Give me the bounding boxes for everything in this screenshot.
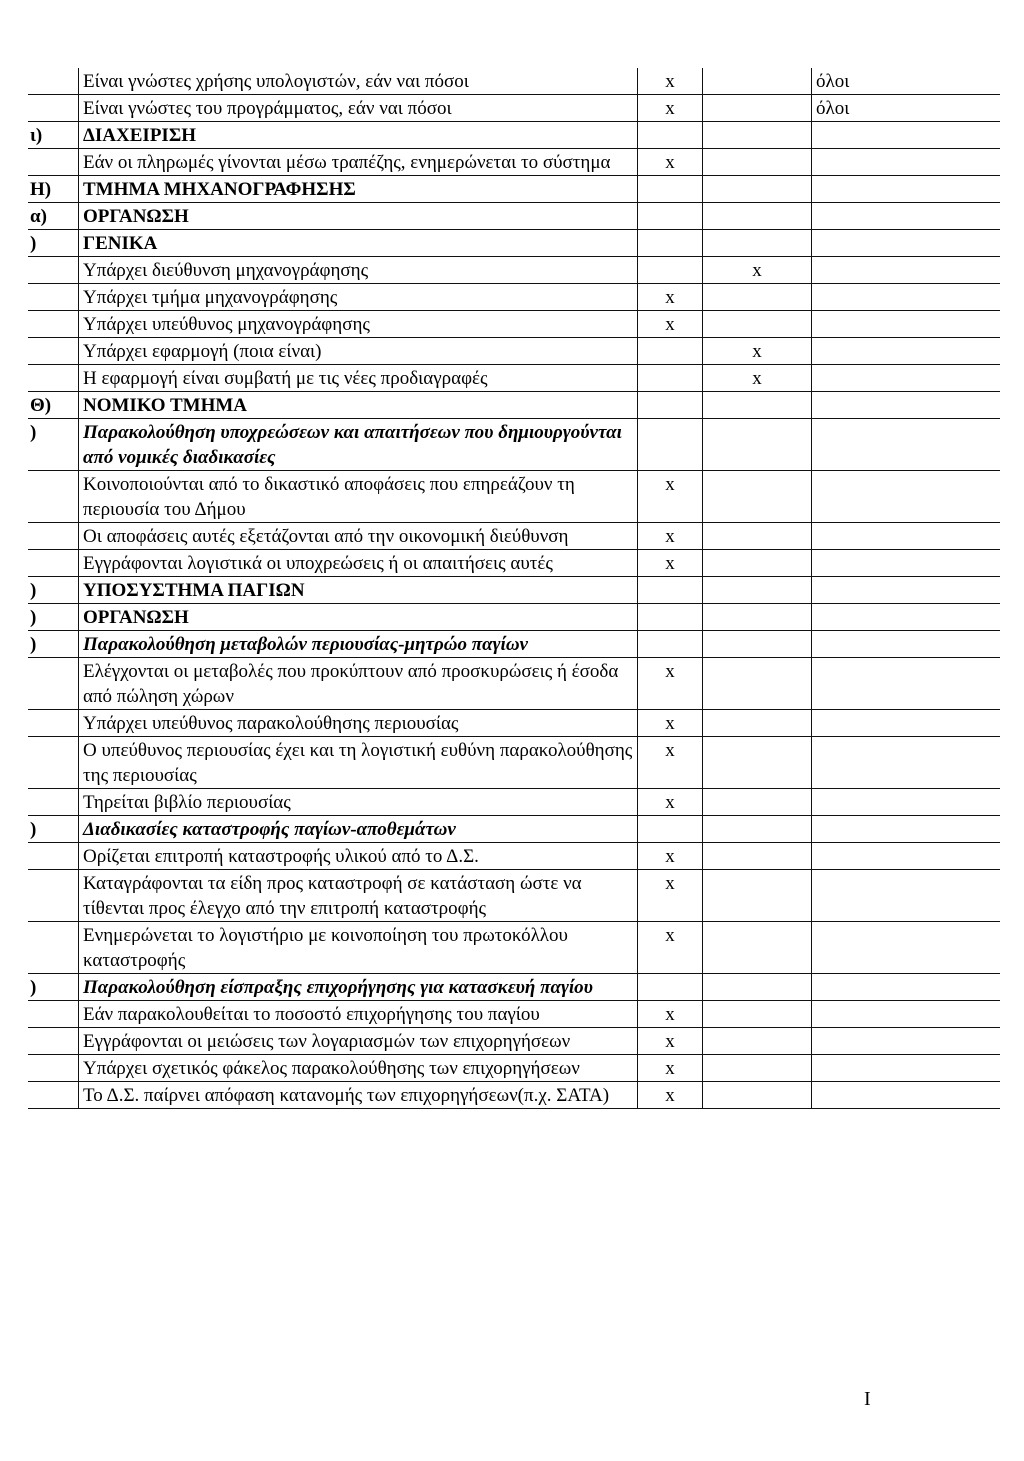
row-note bbox=[812, 122, 1001, 149]
no-mark bbox=[703, 176, 812, 203]
row-text: ΥΠΟΣΥΣΤΗΜΑ ΠΑΓΙΩΝ bbox=[79, 577, 638, 604]
row-note bbox=[812, 1082, 1001, 1109]
yes-mark: x bbox=[638, 95, 703, 122]
no-mark bbox=[703, 419, 812, 471]
no-mark bbox=[703, 870, 812, 922]
row-number bbox=[28, 922, 79, 974]
no-mark bbox=[703, 658, 812, 710]
row-note bbox=[812, 523, 1001, 550]
row-number bbox=[28, 68, 79, 95]
table-row bbox=[28, 338, 1000, 365]
table-row bbox=[28, 68, 1000, 95]
row-note bbox=[812, 471, 1001, 523]
no-mark bbox=[703, 1028, 812, 1055]
row-number: ) bbox=[28, 604, 79, 631]
yes-mark: x bbox=[638, 658, 703, 710]
yes-mark: x bbox=[638, 311, 703, 338]
row-text: ΟΡΓΑΝΩΣΗ bbox=[79, 604, 638, 631]
yes-mark: x bbox=[638, 870, 703, 922]
yes-mark: x bbox=[638, 550, 703, 577]
row-text: Υπάρχει εφαρμογή (ποια είναι) bbox=[79, 338, 638, 365]
row-number bbox=[28, 284, 79, 311]
row-number bbox=[28, 149, 79, 176]
row-number: α) bbox=[28, 203, 79, 230]
row-number: ) bbox=[28, 577, 79, 604]
no-mark bbox=[703, 203, 812, 230]
yes-mark: x bbox=[638, 1001, 703, 1028]
row-number bbox=[28, 1001, 79, 1028]
table-row bbox=[28, 257, 1000, 284]
row-text: Υπάρχει διεύθυνση μηχανογράφησης bbox=[79, 257, 638, 284]
row-number bbox=[28, 1028, 79, 1055]
no-mark bbox=[703, 843, 812, 870]
row-text: ΟΡΓΑΝΩΣΗ bbox=[79, 203, 638, 230]
no-mark bbox=[703, 392, 812, 419]
row-note bbox=[812, 710, 1001, 737]
row-text: Ο υπεύθυνος περιουσίας έχει και τη λογιστική ευθύνη παρακολούθησης της περιουσίας bbox=[79, 737, 638, 789]
row-number bbox=[28, 710, 79, 737]
row-number: ) bbox=[28, 230, 79, 257]
row-note bbox=[812, 257, 1001, 284]
yes-mark: x bbox=[638, 710, 703, 737]
no-mark bbox=[703, 95, 812, 122]
section-heading-row bbox=[28, 176, 1000, 203]
row-text: Εγγράφονται λογιστικά οι υποχρεώσεις ή οι απαιτήσεις αυτές bbox=[79, 550, 638, 577]
row-number bbox=[28, 658, 79, 710]
row-number bbox=[28, 523, 79, 550]
no-mark bbox=[703, 284, 812, 311]
table-row bbox=[28, 471, 1000, 523]
row-note bbox=[812, 419, 1001, 471]
checklist-table bbox=[28, 68, 1000, 1109]
section-heading-row bbox=[28, 203, 1000, 230]
row-note bbox=[812, 392, 1001, 419]
row-note bbox=[812, 1055, 1001, 1082]
row-number bbox=[28, 1082, 79, 1109]
table-row bbox=[28, 1001, 1000, 1028]
table-row bbox=[28, 1055, 1000, 1082]
no-mark bbox=[703, 922, 812, 974]
no-mark bbox=[703, 1001, 812, 1028]
row-text: Εάν οι πληρωμές γίνονται μέσω τραπέζης, ενημερώνεται το σύστημα bbox=[79, 149, 638, 176]
row-note bbox=[812, 338, 1001, 365]
row-note bbox=[812, 311, 1001, 338]
row-note bbox=[812, 658, 1001, 710]
yes-mark: x bbox=[638, 523, 703, 550]
row-note bbox=[812, 870, 1001, 922]
no-mark bbox=[703, 577, 812, 604]
row-note bbox=[812, 203, 1001, 230]
yes-mark bbox=[638, 392, 703, 419]
row-number bbox=[28, 95, 79, 122]
row-note bbox=[812, 365, 1001, 392]
row-note bbox=[812, 1028, 1001, 1055]
section-heading-row bbox=[28, 631, 1000, 658]
section-heading-row bbox=[28, 419, 1000, 471]
row-note bbox=[812, 230, 1001, 257]
row-number bbox=[28, 789, 79, 816]
table-row bbox=[28, 149, 1000, 176]
row-text: Παρακολούθηση υποχρεώσεων και απαιτήσεων που δημιουργούνται από νομικές διαδικασίες bbox=[79, 419, 638, 471]
no-mark bbox=[703, 523, 812, 550]
row-text: Εγγράφονται οι μειώσεις των λογαριασμών των επιχορηγήσεων bbox=[79, 1028, 638, 1055]
no-mark bbox=[703, 631, 812, 658]
yes-mark: x bbox=[638, 922, 703, 974]
table-row bbox=[28, 843, 1000, 870]
table-row bbox=[28, 95, 1000, 122]
row-number bbox=[28, 1055, 79, 1082]
section-heading-row bbox=[28, 230, 1000, 257]
table-row bbox=[28, 284, 1000, 311]
row-text: Διαδικασίες καταστροφής παγίων-αποθεμάτων bbox=[79, 816, 638, 843]
row-note: όλοι bbox=[812, 68, 1001, 95]
yes-mark bbox=[638, 604, 703, 631]
no-mark bbox=[703, 68, 812, 95]
row-text: Είναι γνώστες χρήσης υπολογιστών, εάν ναι πόσοι bbox=[79, 68, 638, 95]
table-row bbox=[28, 1028, 1000, 1055]
yes-mark: x bbox=[638, 1028, 703, 1055]
table-row bbox=[28, 311, 1000, 338]
row-number: Θ) bbox=[28, 392, 79, 419]
row-number bbox=[28, 311, 79, 338]
yes-mark: x bbox=[638, 149, 703, 176]
row-number: ) bbox=[28, 974, 79, 1001]
no-mark bbox=[703, 1055, 812, 1082]
page-footer-mark: I bbox=[864, 1388, 871, 1410]
row-text: Παρακολούθηση μεταβολών περιουσίας-μητρώο παγίων bbox=[79, 631, 638, 658]
no-mark bbox=[703, 471, 812, 523]
row-number bbox=[28, 870, 79, 922]
table-row bbox=[28, 922, 1000, 974]
yes-mark bbox=[638, 257, 703, 284]
row-text: ΝΟΜΙΚΟ ΤΜΗΜΑ bbox=[79, 392, 638, 419]
row-number: ι) bbox=[28, 122, 79, 149]
section-heading-row bbox=[28, 577, 1000, 604]
table-row bbox=[28, 550, 1000, 577]
row-text: Το Δ.Σ. παίρνει απόφαση κατανομής των επιχορηγήσεων(π.χ. ΣΑΤΑ) bbox=[79, 1082, 638, 1109]
yes-mark: x bbox=[638, 1055, 703, 1082]
yes-mark: x bbox=[638, 843, 703, 870]
row-note bbox=[812, 843, 1001, 870]
no-mark bbox=[703, 122, 812, 149]
yes-mark: x bbox=[638, 789, 703, 816]
row-text: Είναι γνώστες του προγράμματος, εάν ναι πόσοι bbox=[79, 95, 638, 122]
row-note bbox=[812, 974, 1001, 1001]
yes-mark bbox=[638, 816, 703, 843]
yes-mark bbox=[638, 365, 703, 392]
row-text: Καταγράφονται τα είδη προς καταστροφή σε κατάσταση ώστε να τίθενται προς έλεγχο από την επιτροπή καταστροφής bbox=[79, 870, 638, 922]
yes-mark: x bbox=[638, 471, 703, 523]
row-number: ) bbox=[28, 816, 79, 843]
yes-mark: x bbox=[638, 737, 703, 789]
yes-mark: x bbox=[638, 1082, 703, 1109]
row-text: Παρακολούθηση είσπραξης επιχορήγησης για κατασκευή παγίου bbox=[79, 974, 638, 1001]
no-mark bbox=[703, 230, 812, 257]
no-mark: x bbox=[703, 257, 812, 284]
section-heading-row bbox=[28, 974, 1000, 1001]
row-text: Τηρείται βιβλίο περιουσίας bbox=[79, 789, 638, 816]
table-row bbox=[28, 870, 1000, 922]
row-number: ) bbox=[28, 419, 79, 471]
row-text: Υπάρχει υπεύθυνος μηχανογράφησης bbox=[79, 311, 638, 338]
row-text: Εάν παρακολουθείται το ποσοστό επιχορήγησης του παγίου bbox=[79, 1001, 638, 1028]
row-note bbox=[812, 284, 1001, 311]
no-mark bbox=[703, 1082, 812, 1109]
no-mark bbox=[703, 710, 812, 737]
table-row bbox=[28, 789, 1000, 816]
no-mark bbox=[703, 816, 812, 843]
row-text: ΓΕΝΙΚΑ bbox=[79, 230, 638, 257]
table-row bbox=[28, 737, 1000, 789]
row-text: Οι αποφάσεις αυτές εξετάζονται από την οικονομική διεύθυνση bbox=[79, 523, 638, 550]
table-row bbox=[28, 710, 1000, 737]
row-number: ) bbox=[28, 631, 79, 658]
yes-mark bbox=[638, 577, 703, 604]
row-number bbox=[28, 365, 79, 392]
row-note bbox=[812, 577, 1001, 604]
row-number bbox=[28, 257, 79, 284]
row-text: Υπάρχει τμήμα μηχανογράφησης bbox=[79, 284, 638, 311]
row-note bbox=[812, 631, 1001, 658]
row-number bbox=[28, 338, 79, 365]
row-text: ΔΙΑΧΕΙΡΙΣΗ bbox=[79, 122, 638, 149]
yes-mark bbox=[638, 203, 703, 230]
row-number bbox=[28, 737, 79, 789]
no-mark: x bbox=[703, 365, 812, 392]
row-note bbox=[812, 922, 1001, 974]
section-heading-row bbox=[28, 392, 1000, 419]
no-mark bbox=[703, 974, 812, 1001]
section-heading-row bbox=[28, 122, 1000, 149]
section-heading-row bbox=[28, 604, 1000, 631]
yes-mark bbox=[638, 419, 703, 471]
row-text: ΤΜΗΜΑ ΜΗΧΑΝΟΓΡΑΦΗΣΗΣ bbox=[79, 176, 638, 203]
yes-mark bbox=[638, 230, 703, 257]
table-row bbox=[28, 523, 1000, 550]
row-note bbox=[812, 816, 1001, 843]
row-note bbox=[812, 1001, 1001, 1028]
table-row bbox=[28, 1082, 1000, 1109]
row-note bbox=[812, 604, 1001, 631]
row-text: Κοινοποιούνται από το δικαστικό αποφάσεις που επηρεάζουν τη περιουσία του Δήμου bbox=[79, 471, 638, 523]
row-number bbox=[28, 843, 79, 870]
no-mark bbox=[703, 311, 812, 338]
no-mark bbox=[703, 604, 812, 631]
yes-mark bbox=[638, 338, 703, 365]
table-row bbox=[28, 365, 1000, 392]
row-number bbox=[28, 550, 79, 577]
yes-mark: x bbox=[638, 68, 703, 95]
row-text: Η εφαρμογή είναι συμβατή με τις νέες προδιαγραφές bbox=[79, 365, 638, 392]
row-note bbox=[812, 176, 1001, 203]
row-text: Ενημερώνεται το λογιστήριο με κοινοποίηση του πρωτοκόλλου καταστροφής bbox=[79, 922, 638, 974]
row-text: Ορίζεται επιτροπή καταστροφής υλικού από το Δ.Σ. bbox=[79, 843, 638, 870]
row-text: Ελέγχονται οι μεταβολές που προκύπτουν από προσκυρώσεις ή έσοδα από πώληση χώρων bbox=[79, 658, 638, 710]
row-number bbox=[28, 471, 79, 523]
no-mark: x bbox=[703, 338, 812, 365]
checklist-rows bbox=[28, 68, 1000, 1109]
section-heading-row bbox=[28, 816, 1000, 843]
no-mark bbox=[703, 737, 812, 789]
yes-mark: x bbox=[638, 284, 703, 311]
no-mark bbox=[703, 149, 812, 176]
yes-mark bbox=[638, 631, 703, 658]
row-note bbox=[812, 789, 1001, 816]
row-text: Υπάρχει σχετικός φάκελος παρακολούθησης των επιχορηγήσεων bbox=[79, 1055, 638, 1082]
row-text: Υπάρχει υπεύθυνος παρακολούθησης περιουσίας bbox=[79, 710, 638, 737]
table-row bbox=[28, 658, 1000, 710]
yes-mark bbox=[638, 122, 703, 149]
row-note: όλοι bbox=[812, 95, 1001, 122]
yes-mark bbox=[638, 974, 703, 1001]
row-note bbox=[812, 550, 1001, 577]
yes-mark bbox=[638, 176, 703, 203]
row-number: Η) bbox=[28, 176, 79, 203]
row-note bbox=[812, 149, 1001, 176]
no-mark bbox=[703, 550, 812, 577]
no-mark bbox=[703, 789, 812, 816]
row-note bbox=[812, 737, 1001, 789]
